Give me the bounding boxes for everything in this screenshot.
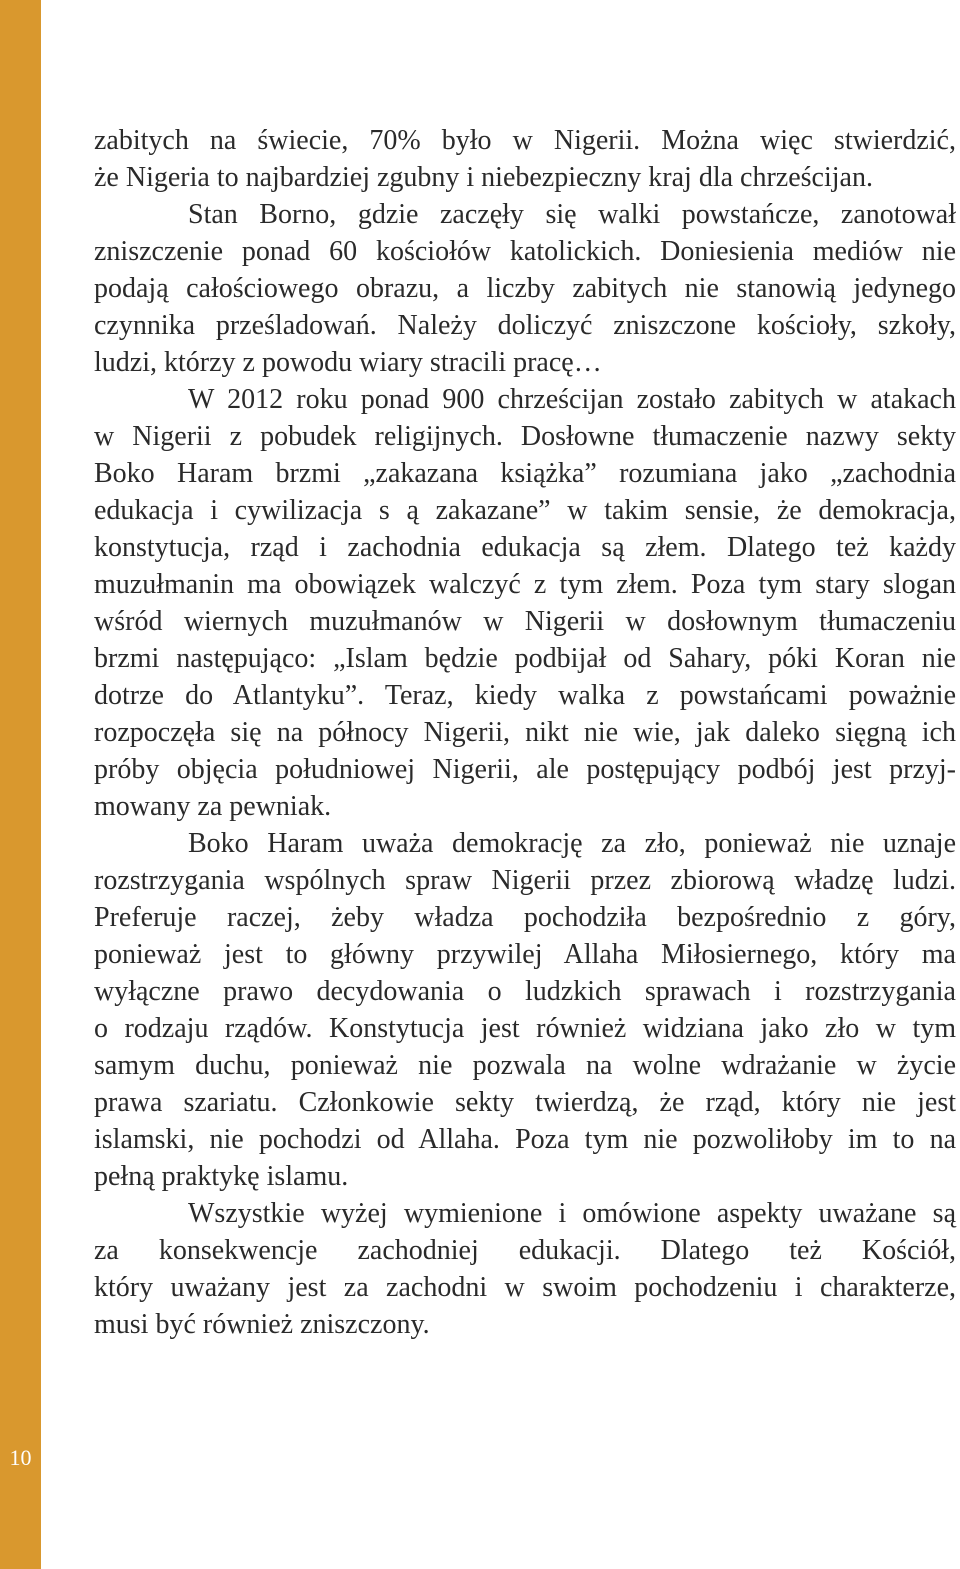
text-line: Boko Haram brzmi „zakazana książka” rozumiana jako „zachodnia [94,458,956,489]
text-line: musi być również zniszczony. [94,1309,430,1340]
text-line: rozstrzygania wspólnych spraw Nigerii przez zbiorową władzę ludzi. [94,865,956,896]
paragraph [94,1195,956,1343]
text-line: podają całościowego obrazu, a liczby zabitych nie stanowią jedynego [94,273,956,304]
paragraph [94,825,956,1195]
text-line: ludzi, którzy z powodu wiary stracili pracę… [94,347,602,378]
text-line: zniszczenie ponad 60 kościołów katolickich. Doniesienia mediów nie [94,236,956,267]
text-line: ponieważ jest to główny przywilej Allaha Miłosiernego, który ma [94,939,956,970]
text-line: wyłączne prawo decydowania o ludzkich sprawach i rozstrzygania [94,976,956,1007]
text-line: Boko Haram uważa demokrację za zło, ponieważ nie uznaje [188,828,956,859]
text-line: rozpoczęła się na północy Nigerii, nikt nie wie, jak daleko sięgną ich [94,717,956,748]
text-line: czynnika prześladowań. Należy doliczyć zniszczone kościoły, szkoły, [94,310,956,341]
text-line: Preferuje raczej, żeby władza pochodziła bezpośrednio z góry, [94,902,956,933]
text-line: brzmi następująco: „Islam będzie podbijał od Sahary, póki Koran nie [94,643,956,674]
text-line: wśród wiernych muzułmanów w Nigerii w dosłownym tłumaczeniu [94,606,956,637]
text-line: pełną praktykę islamu. [94,1161,349,1192]
paragraph [94,196,956,381]
text-line: prawa szariatu. Członkowie sekty twierdzą, że rząd, który nie jest [94,1087,956,1118]
text-line: samym duchu, ponieważ nie pozwala na wolne wdrażanie w życie [94,1050,956,1081]
text-line: konstytucja, rząd i zachodnia edukacja są złem. Dlatego też każdy [94,532,956,563]
text-line: edukacja i cywilizacja s ą zakazane” w takim sensie, że demokracja, [94,495,956,526]
paragraph [94,122,956,196]
body-text [94,122,956,1343]
text-line: próby objęcia południowej Nigerii, ale postępujący podbój jest przyj- [94,754,956,785]
paragraph [94,381,956,825]
text-line: że Nigeria to najbardziej zgubny i niebezpieczny kraj dla chrześcijan. [94,162,873,193]
text-line: muzułmanin ma obowiązek walczyć z tym złem. Poza tym stary slogan [94,569,956,600]
text-line: dotrze do Atlantyku”. Teraz, kiedy walka z powstańcami poważnie [94,680,956,711]
text-line: islamski, nie pochodzi od Allaha. Poza tym nie pozwoliłoby im to na [94,1124,956,1155]
text-line: w Nigerii z pobudek religijnych. Dosłowne tłumaczenie nazwy sekty [94,421,956,452]
text-line: o rodzaju rządów. Konstytucja jest również widziana jako zło w tym [94,1013,956,1044]
text-line: który uważany jest za zachodni w swoim pochodzeniu i charakterze, [94,1272,956,1303]
text-line: W 2012 roku ponad 900 chrześcijan zostało zabitych w atakach [188,384,956,415]
text-line: Stan Borno, gdzie zaczęły się walki powstańcze, zanotował [188,199,956,230]
text-line: Wszystkie wyżej wymienione i omówione aspekty uważane są [188,1198,956,1229]
side-color-bar [0,0,41,1569]
text-line: mowany za pewniak. [94,791,332,822]
text-line: zabitych na świecie, 70% było w Nigerii. Można więc stwierdzić, [94,125,956,156]
text-line: za konsekwencje zachodniej edukacji. Dlatego też Kościół, [94,1235,956,1266]
page-number: 10 [9,1445,32,1470]
